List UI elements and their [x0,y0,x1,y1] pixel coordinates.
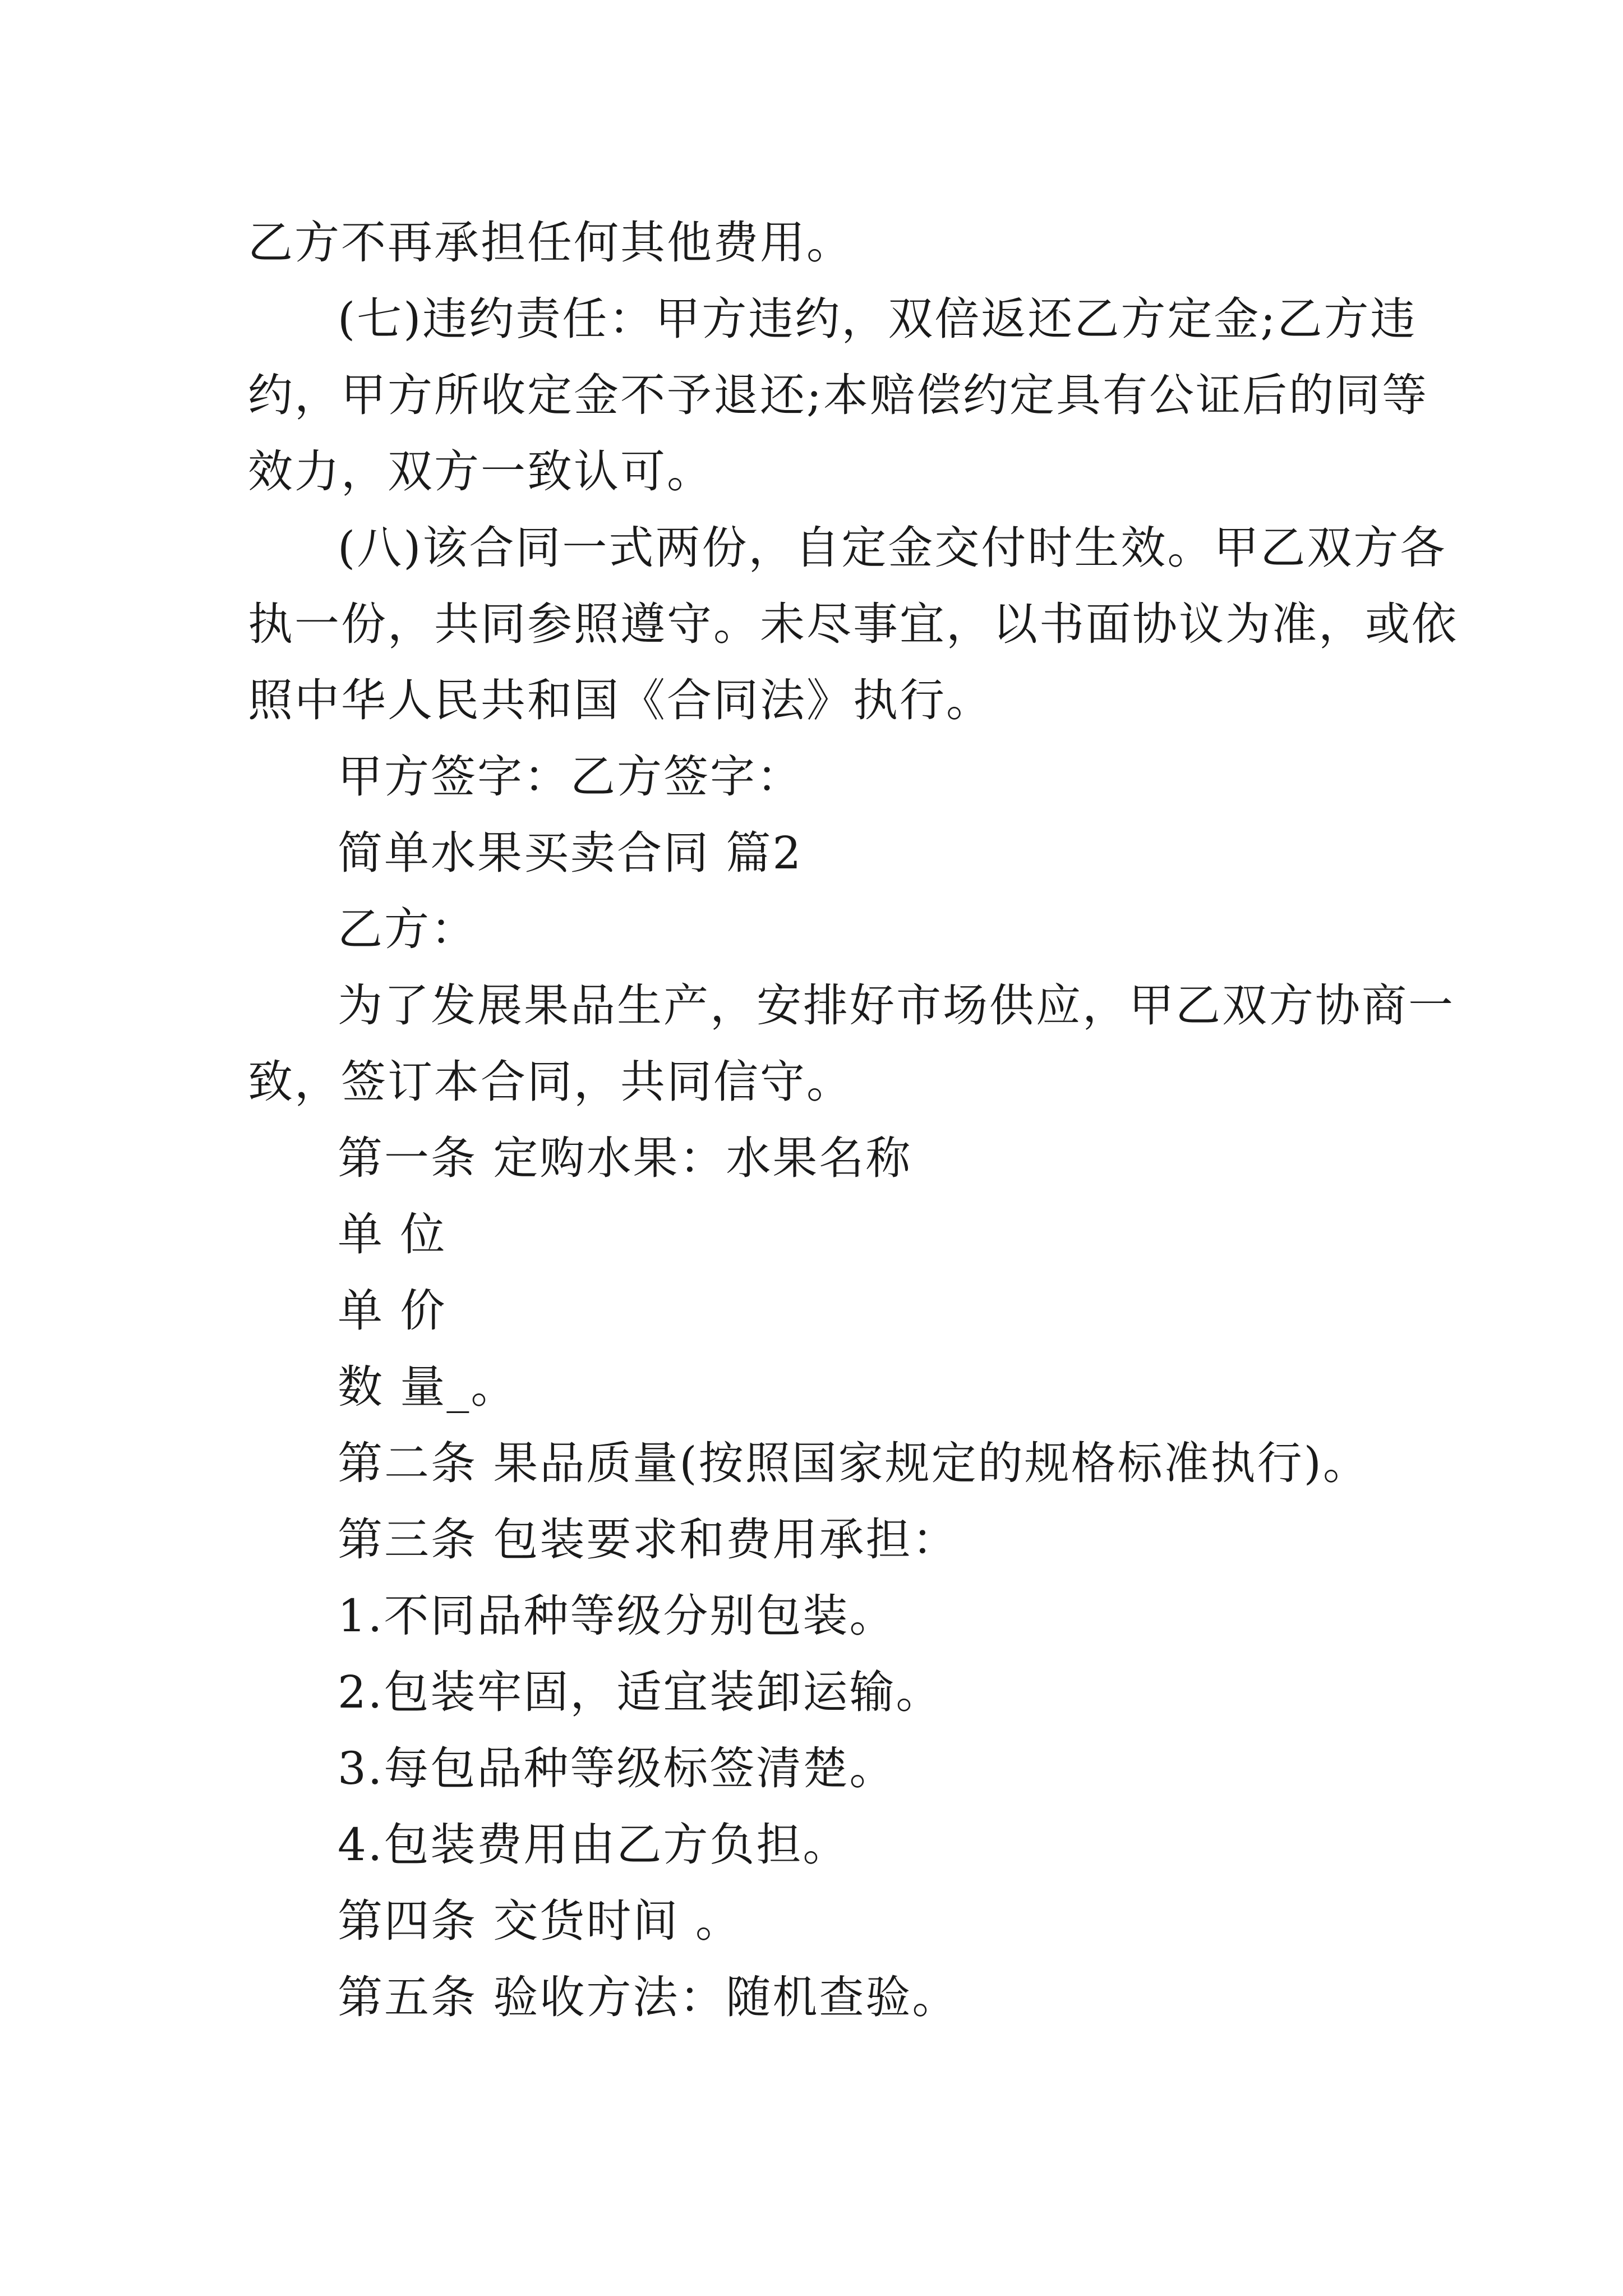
text-line: 效力，双方一致认可。 [248,445,713,498]
text-line: 致，签订本合同，共同信守。 [248,1056,853,1108]
article-line: 第四条 交货时间 。 [338,1895,742,1947]
section-heading: 简单水果买卖合同 篇2 [338,827,803,879]
text-line: 乙方不再承担任何其他费用。 [248,217,853,269]
text-line: (七)违约责任：甲方违约，双倍返还乙方定金;乙方违 [338,293,1417,345]
field-line: 单 价 [338,1285,447,1337]
field-line: 数 量_。 [338,1361,518,1413]
text-line: 照中华人民共和国《合同法》执行。 [248,674,993,726]
field-line: 单 位 [338,1208,447,1260]
list-item: 3.每包品种等级标签清楚。 [338,1742,896,1795]
list-item: 1.不同品种等级分别包装。 [338,1590,896,1642]
signature-line: 甲方签字：乙方签字： [338,751,803,803]
text-line: 为了发展果品生产，安排好市场供应，甲乙双方协商一 [338,979,1455,1032]
list-item: 2.包装牢固，适宜装卸运输。 [338,1666,943,1718]
article-line: 第二条 果品质量(按照国家规定的规格标准执行)。 [338,1437,1370,1489]
article-line: 第三条 包装要求和费用承担： [338,1513,959,1566]
article-line: 第五条 验收方法：随机查验。 [338,1971,959,2023]
text-line: 约，甲方所收定金不予退还;本赔偿约定具有公证后的同等 [248,369,1428,421]
party-line: 乙方： [338,903,477,955]
list-item: 4.包装费用由乙方负担。 [338,1819,850,1871]
text-line: 执一份，共同参照遵守。未尽事宜，以书面协议为准，或依 [248,598,1458,650]
article-line: 第一条 定购水果：水果名称 [338,1132,912,1184]
document-body [248,205,1458,2036]
text-line: (八)该合同一式两份，自定金交付时生效。甲乙双方各 [338,522,1447,574]
